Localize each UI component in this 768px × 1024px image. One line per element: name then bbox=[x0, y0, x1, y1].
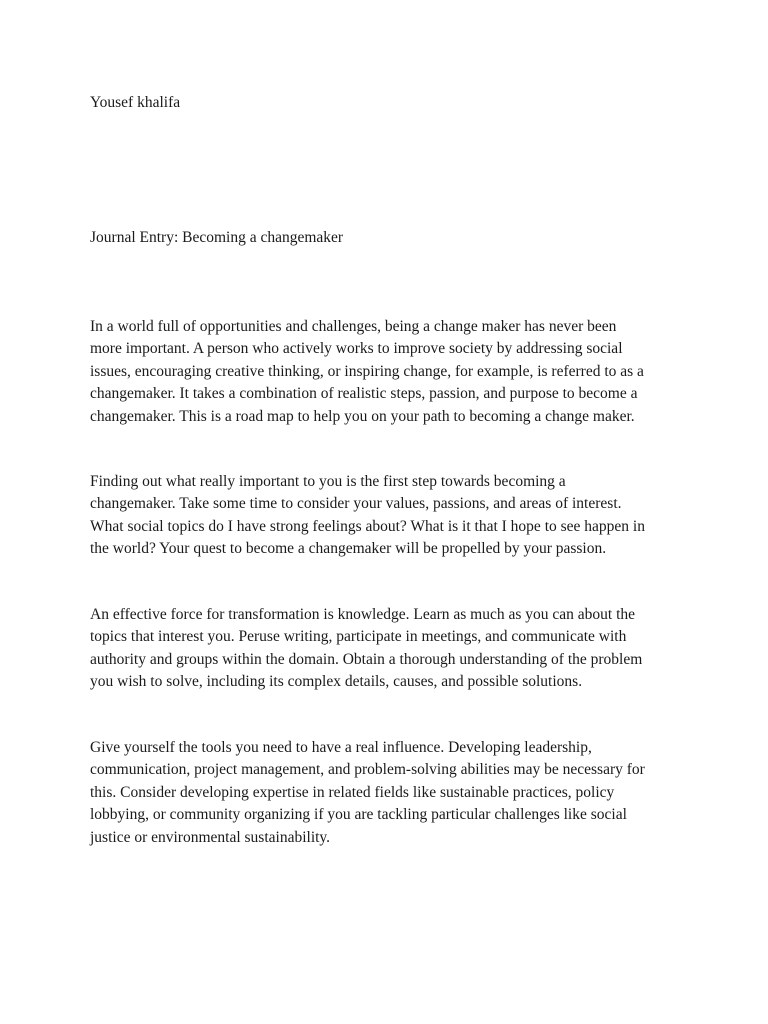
paragraph-intro bbox=[90, 316, 690, 428]
paragraph-line: lobbying, or community organizing if you are tackling particular challenges like social bbox=[90, 806, 627, 824]
author-name: Yousef khalifa bbox=[90, 94, 181, 111]
paragraph-line: An effective force for transformation is knowledge. Learn as much as you can about the bbox=[90, 606, 636, 623]
paragraph-line: you wish to solve, including its complex details, causes, and possible solutions. bbox=[90, 673, 583, 691]
paragraph-line: more important. A person who actively works to improve society by addressing social bbox=[90, 340, 623, 358]
paragraph-line: In a world full of opportunities and challenges, being a change maker has never been bbox=[90, 318, 617, 335]
journal-title: Journal Entry: Becoming a changemaker bbox=[90, 229, 344, 246]
paragraph-line: changemaker. Take some time to consider your values, passions, and areas of interest. bbox=[90, 495, 622, 513]
paragraph-line: What social topics do I have strong feelings about? What is it that I hope to see happen in bbox=[90, 517, 645, 535]
paragraph-line: changemaker. It takes a combination of realistic steps, passion, and purpose to become a bbox=[90, 385, 638, 403]
paragraph-line: authority and groups within the domain. Obtain a thorough understanding of the problem bbox=[90, 650, 643, 668]
paragraph-knowledge bbox=[90, 604, 690, 694]
paragraph-line: justice or environmental sustainability. bbox=[90, 828, 331, 846]
paragraph-line: communication, project management, and problem-solving abilities may be necessary for bbox=[90, 761, 645, 779]
paragraph-line: issues, encouraging creative thinking, or inspiring change, for example, is referred to as a bbox=[90, 362, 644, 380]
paragraph-skills bbox=[90, 737, 690, 849]
paragraph-line: topics that interest you. Peruse writing, participate in meetings, and communicate with bbox=[90, 628, 627, 646]
paragraph-line: Finding out what really important to you is the first step towards becoming a bbox=[90, 473, 566, 490]
paragraph-line: Give yourself the tools you need to have a real influence. Developing leadership, bbox=[90, 739, 592, 756]
paragraph-line: this. Consider developing expertise in related fields like sustainable practices, policy bbox=[90, 783, 615, 801]
paragraph-line: the world? Your quest to become a changemaker will be propelled by your passion. bbox=[90, 540, 607, 558]
paragraph-line: changemaker. This is a road map to help you on your path to becoming a change maker. bbox=[90, 407, 635, 425]
paragraph-values bbox=[90, 471, 690, 561]
